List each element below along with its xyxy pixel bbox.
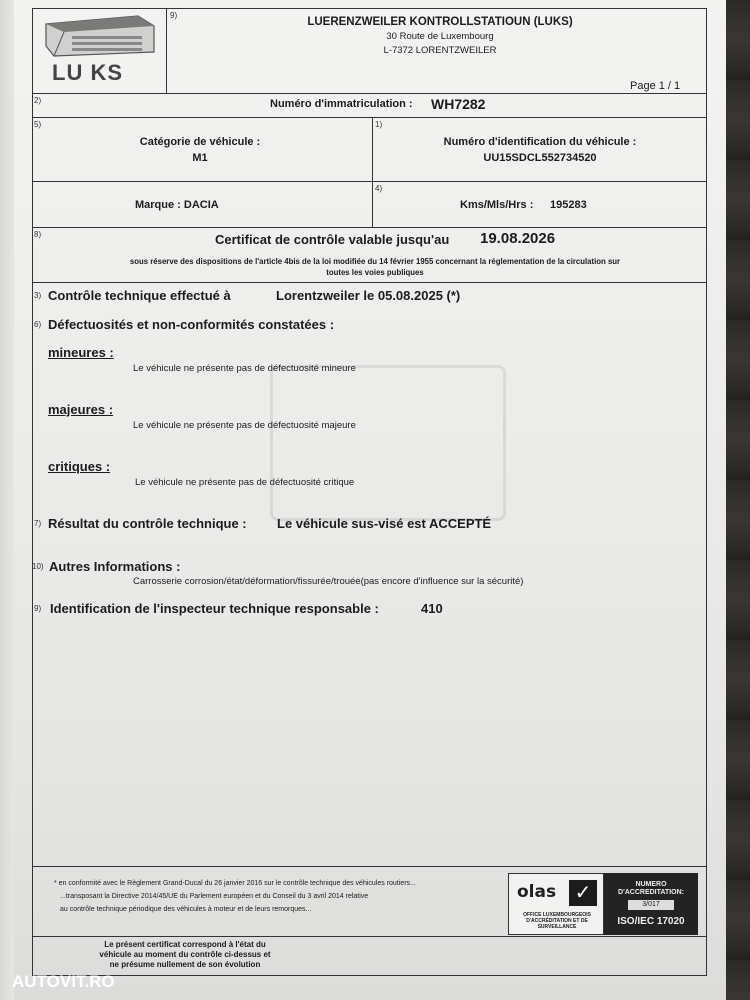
olas-accreditation-logo	[508, 873, 604, 935]
accreditation-title: NUMERO D'ACCREDITATION:	[618, 881, 684, 896]
checkmark-icon: ✓	[569, 880, 597, 906]
other-info-label: Autres Informations :	[49, 559, 181, 574]
vin-label: Numéro d'identification du véhicule :	[443, 136, 637, 148]
olas-caption: OFFICE LUXEMBOURGEOIS D'ACCRÉDITATION ET DE SURVEILLANCE	[523, 912, 591, 930]
registration-label: Numéro d'immatriculation :	[270, 98, 413, 110]
header-divider	[166, 8, 167, 93]
category-section-number: 5)	[34, 120, 42, 129]
legal-line2: ...transposant la Directive 2014/45/UE du Parlement européen et du Conseil du 3 avril 2014 relative	[60, 893, 369, 900]
certificate-section-number: 8)	[34, 230, 42, 239]
station-address-line2: L-7372 LORENTZWEILER	[383, 45, 497, 56]
station-address-line1: 30 Route de Luxembourg	[386, 31, 494, 42]
certificate-note-line2: toutes les voies publiques	[326, 268, 424, 277]
inspection-section-number: 3)	[34, 291, 42, 300]
critical-defects-label: critiques :	[48, 459, 111, 474]
result-label: Résultat du contrôle technique :	[48, 516, 247, 531]
certificate-valid-until: 19.08.2026	[480, 230, 556, 247]
inspector-value: 410	[421, 601, 443, 616]
inspection-place-date: Lorentzweiler le 05.08.2025 (*)	[276, 288, 461, 303]
row-divider	[32, 866, 707, 867]
validity-line2: véhicule au moment du contrôle ci-dessus et	[99, 950, 271, 959]
accreditation-badge	[604, 873, 698, 935]
kms-value: 195283	[550, 199, 587, 211]
accreditation-iso: ISO/IEC 17020	[617, 916, 685, 927]
registration-value: WH7282	[431, 96, 486, 112]
inspector-label: Identification de l'inspecteur technique responsable :	[50, 601, 379, 616]
minor-defects-text: Le véhicule ne présente pas de défectuosité mineure	[133, 363, 356, 374]
inspector-section-number: 9)	[34, 604, 42, 613]
other-info-text: Carrosserie corrosion/état/déformation/fissurée/trouée(pas encore d'influence sur la sécurité)	[133, 576, 524, 587]
major-defects-label: majeures :	[48, 402, 114, 417]
brand: Marque : DACIA	[135, 199, 219, 211]
row-divider	[32, 282, 707, 283]
accreditation-number: 3/017	[628, 900, 674, 910]
category-value: M1	[192, 152, 208, 164]
row-divider	[32, 93, 707, 94]
page-indicator: Page 1 / 1	[630, 80, 681, 92]
inspection-label: Contrôle technique effectué à	[48, 288, 231, 303]
row-divider	[32, 117, 707, 118]
row-divider	[32, 181, 707, 182]
legal-line3: au contrôle technique périodique des véhicules à moteur et de leurs remorques...	[60, 906, 312, 913]
minor-defects-label: mineures :	[48, 345, 114, 360]
defects-section-number: 6)	[34, 320, 42, 329]
result-section-number: 7)	[34, 519, 42, 528]
row-divider	[32, 936, 707, 937]
category-label: Catégorie de véhicule :	[139, 136, 261, 148]
station-stamp	[270, 365, 506, 521]
registration-section-number: 2)	[34, 96, 42, 105]
validity-line1: Le présent certificat correspond à l'état du	[104, 940, 266, 949]
certificate-title: Certificat de contrôle valable jusqu'au	[215, 232, 450, 247]
major-defects-text: Le véhicule ne présente pas de défectuosité majeure	[133, 420, 356, 431]
watermark: AUTOVIT.RO	[12, 972, 115, 991]
result-value: Le véhicule sus-visé est ACCEPTÉ	[277, 516, 492, 531]
header-section-number: 9)	[170, 11, 178, 20]
logo-text: LU KS	[52, 60, 123, 85]
column-divider	[372, 117, 373, 227]
certificate-note-line1: sous réserve des dispositions de l'article 4bis de la loi modifiée du 14 février 1955 concernant la réglementation de la circulation sur	[129, 257, 621, 266]
other-info-section-number: 10)	[32, 562, 44, 571]
kms-section-number: 4)	[375, 184, 383, 193]
kms-label: Kms/Mls/Hrs :	[460, 199, 534, 211]
critical-defects-text: Le véhicule ne présente pas de défectuosité critique	[135, 477, 355, 488]
vin-value: UU15SDCL552734520	[483, 152, 597, 164]
olas-logo-text: olas	[517, 882, 557, 902]
legal-line1: * en conformité avec le Règlement Grand-Ducal du 26 janvier 2016 sur le contrôle technique des véhicules routiers...	[54, 880, 416, 887]
row-divider	[32, 227, 707, 228]
station-name: LUERENZWEILER KONTROLLSTATIOUN (LUKS)	[307, 16, 573, 28]
validity-line3: ne présume nullement de son évolution	[109, 960, 261, 969]
vin-section-number: 1)	[375, 120, 383, 129]
defects-title: Défectuosités et non-conformités constatées :	[48, 317, 335, 332]
